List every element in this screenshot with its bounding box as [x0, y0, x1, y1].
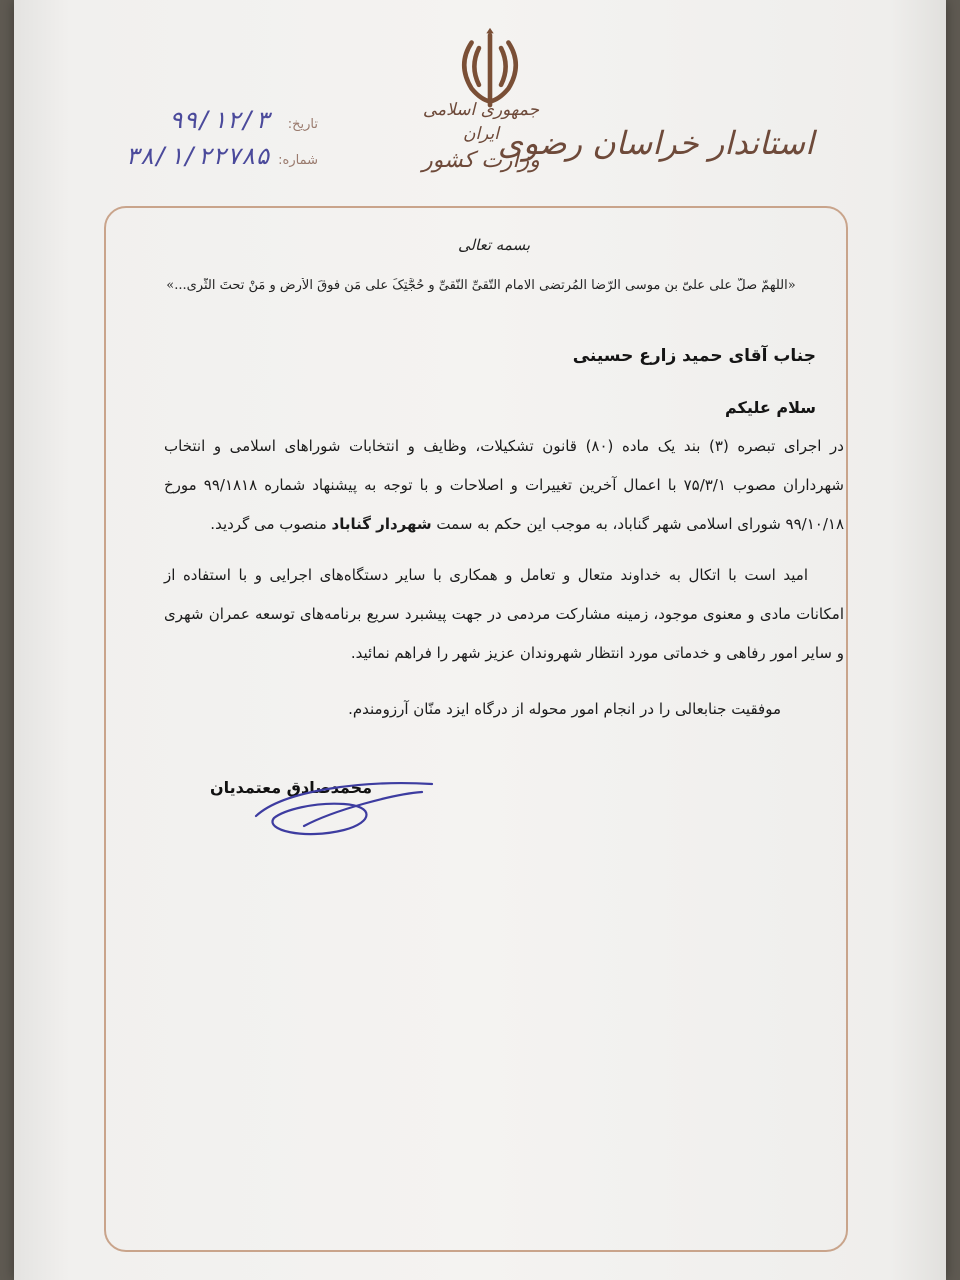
number-label: شماره: [278, 153, 318, 168]
paragraph-hope [164, 556, 844, 674]
date-row [118, 106, 318, 134]
signature-icon [244, 770, 444, 840]
greeting: سلام علیکم [724, 398, 816, 417]
emblem-line-country: جمهوری اسلامی ایران [422, 100, 540, 144]
signer-name: محمدصادق معتمدیان [210, 778, 373, 797]
number-row [118, 142, 318, 170]
basmala: بسمه تعالی [457, 236, 531, 254]
paragraph-appointment [164, 427, 844, 545]
date-value: ۹۹/۱۲/۳ [168, 106, 270, 134]
salawat-line: «اللّهمّ صلّ علی علیّ بن موسی الرّضا المُرتضی الامامِ التّقیِّ النّقیِّ و حُجَّتِکَ علی مَن فوقَ الأرضِ و مَنْ تحتَ الثّری...» [166, 278, 796, 293]
letter-paper [14, 0, 946, 1280]
appointment-title: شهردار گناباد [331, 515, 432, 533]
emblem-caption [406, 98, 556, 176]
emblem-line-ministry: وزارت کشور [422, 148, 540, 173]
date-label: تاریخ: [287, 117, 318, 132]
addressee: جناب آقای حمید زارع حسینی [572, 346, 816, 366]
paragraph-wish: موفقیت جنابعالی را در انجام امور محوله از درگاه ایزد منّان آرزومندم. [348, 700, 781, 718]
paragraph-hope-text: امید است با اتکال به خداوند متعال و تعامل و همکاری با سایر دستگاه‌های اجرایی و با استفاده از امکانات مادی و معنوی موجود، زمینه مشارکت مردمی در جهت پیشبرد سریع برنامه‌های توسعه عمران شهری و سایر امور رفاهی و خدماتی مورد انتظار شهروندان عزیز شهر را فراهم نمائید. [164, 566, 844, 662]
paragraph-appointment-text: در اجرای تبصره (۳) بند یک ماده (۸۰) قانون تشکیلات، وظایف و انتخابات شوراهای اسلامی و انتخاب شهرداران مصوب ۷۵/۳/۱ با اعمال آخرین تغییرات و اصلاحات و با توجه به پیشنهاد شماره ۹۹/۱۸۱۸ مورخ ۹۹/۱۰/۱۸ شورای اسلامی شهر گناباد، به موجب این حکم به سمت [164, 437, 844, 533]
number-value: ۳۸/۱/۲۲۷۸۵ [125, 142, 270, 170]
office-title: استاندار خراسان رضوی [497, 124, 814, 162]
paragraph-appointment-end: منصوب می گردید. [210, 515, 327, 533]
